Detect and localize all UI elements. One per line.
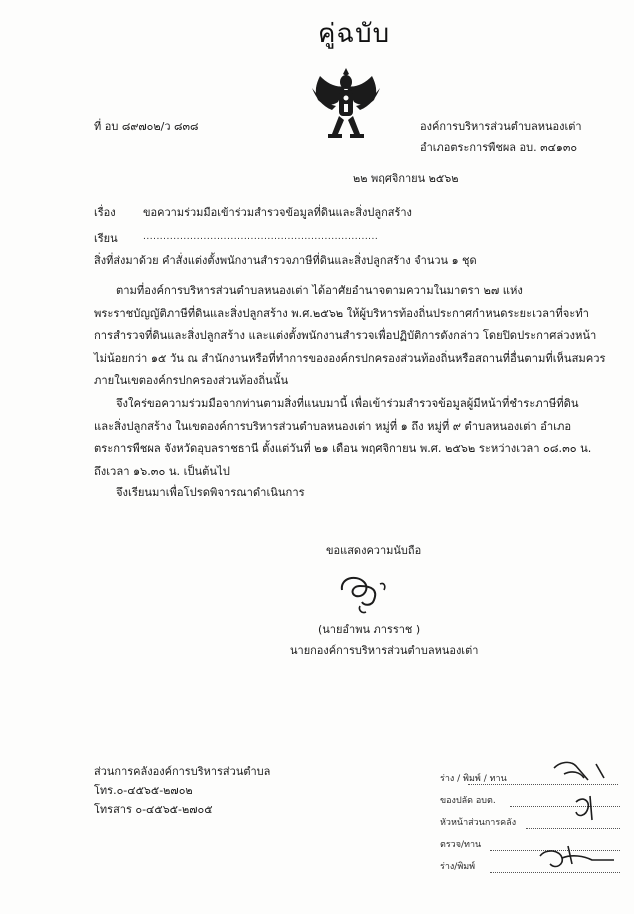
footer-department: ส่วนการคลังองค์การบริหารส่วนตำบล xyxy=(94,765,271,778)
body-paragraph-3 xyxy=(94,482,614,505)
enclosure-line: สิ่งที่ส่งมาด้วย คำสั่งแต่งตั้งพนักงานสำรวจภาษีที่ดินและสิ่งปลูกสร้าง จำนวน ๑ ชุด xyxy=(94,254,477,267)
body-line: การสำรวจที่ดินและสิ่งปลูกสร้าง และแต่งตั้งพนักงานสำรวจเพื่อปฏิบัติการดังกล่าว โดยปิดประกาศล่วงหน้า xyxy=(94,329,597,342)
subject-text: ขอความร่วมมือเข้าร่วมสำรวจข้อมูลที่ดินและสิ่งปลูกสร้าง xyxy=(143,206,412,219)
body-line: และสิ่งปลูกสร้าง ในเขตองค์การบริหารส่วนตำบลหนองเต่า หมู่ที่ ๑ ถึง หมู่ที่ ๙ ตำบลหนองเต่า อำเภอ xyxy=(94,419,572,433)
salutation-dots: ...................................................................... xyxy=(143,232,379,242)
body-paragraph-1 xyxy=(94,280,614,393)
body-line: จึงใคร่ขอความร่วมมือจากท่านตามสิ่งที่แนบมานี้ เพื่อเข้าร่วมสำรวจข้อมูลผู้มีหน้าที่ชำระภาษีที่ดิน xyxy=(116,397,579,410)
body-line: ตระการพืชผล จังหวัดอุบลราชธานี ตั้งแต่วันที่ ๒๑ เดือน พฤศจิกายน พ.ศ. ๒๕๖๒ ระหว่างเวลา ๐๘.๓๐ น. xyxy=(94,442,592,455)
garuda-emblem-icon xyxy=(306,64,386,144)
approval-stamp xyxy=(440,760,630,910)
body-line: จึงเรียนมาเพื่อโปรดพิจารณาดำเนินการ xyxy=(116,486,305,499)
subject-label: เรื่อง xyxy=(94,206,116,219)
stamp-row: ของปลัด อบต. xyxy=(440,796,496,806)
stamp-row: ตรวจ/ทาน xyxy=(440,840,482,850)
reference-number: ที่ อบ ๘๙๗๐๒/ว ๘๓๘ xyxy=(94,120,199,133)
footer-telephone: โทร.๐-๔๕๖๕-๒๗๐๒ xyxy=(94,784,193,797)
salutation-label: เรียน xyxy=(94,232,118,245)
org-name: องค์การบริหารส่วนตำบลหนองเต่า xyxy=(420,120,582,133)
document-date: ๒๒ พฤศจิกายน ๒๕๖๒ xyxy=(353,172,459,185)
closing-respect: ขอแสดงความนับถือ xyxy=(326,544,422,557)
body-line: ถึงเวลา ๑๖.๓๐ น. เป็นต้นไป xyxy=(94,464,230,478)
footer-fax: โทรสาร ๐-๔๕๖๕-๒๗๐๕ xyxy=(94,803,213,816)
signer-name: (นายอำพน ภารราช ) xyxy=(318,623,421,636)
org-address: อำเภอตระการพืชผล อบ. ๓๔๑๓๐ xyxy=(420,141,578,154)
signer-position: นายกองค์การบริหารส่วนตำบลหนองเต่า xyxy=(290,644,479,657)
stamp-row: หัวหน้าส่วนการคลัง xyxy=(440,818,517,828)
body-paragraph-2 xyxy=(94,393,614,483)
stamp-signatures-icon xyxy=(480,760,630,890)
stamp-row: ร่าง/พิมพ์ xyxy=(440,862,476,872)
body-line: ตามที่องค์การบริหารส่วนตำบลหนองเต่า ได้อาศัยอำนาจตามความในมาตรา ๒๗ แห่ง xyxy=(116,284,523,297)
signature-icon xyxy=(334,568,394,616)
document-title: คู่ฉบับ xyxy=(318,19,391,49)
body-line: พระราชบัญญัติภาษีที่ดินและสิ่งปลูกสร้าง พ.ศ.๒๕๖๒ ให้ผู้บริหารท้องถิ่นประกาศกำหนดระยะเวลาที่จะทำ xyxy=(94,306,589,320)
body-line: ไม่น้อยกว่า ๑๕ วัน ณ สำนักงานหรือที่ทำการขององค์กรปกครองส่วนท้องถิ่นหรือสถานที่อื่นตามที่เห็นสมควร xyxy=(94,351,606,365)
stamp-row: ร่าง / พิมพ์ / ทาน xyxy=(440,774,507,784)
body-line: ภายในเขตองค์กรปกครองส่วนท้องถิ่นนั้น xyxy=(94,374,289,387)
